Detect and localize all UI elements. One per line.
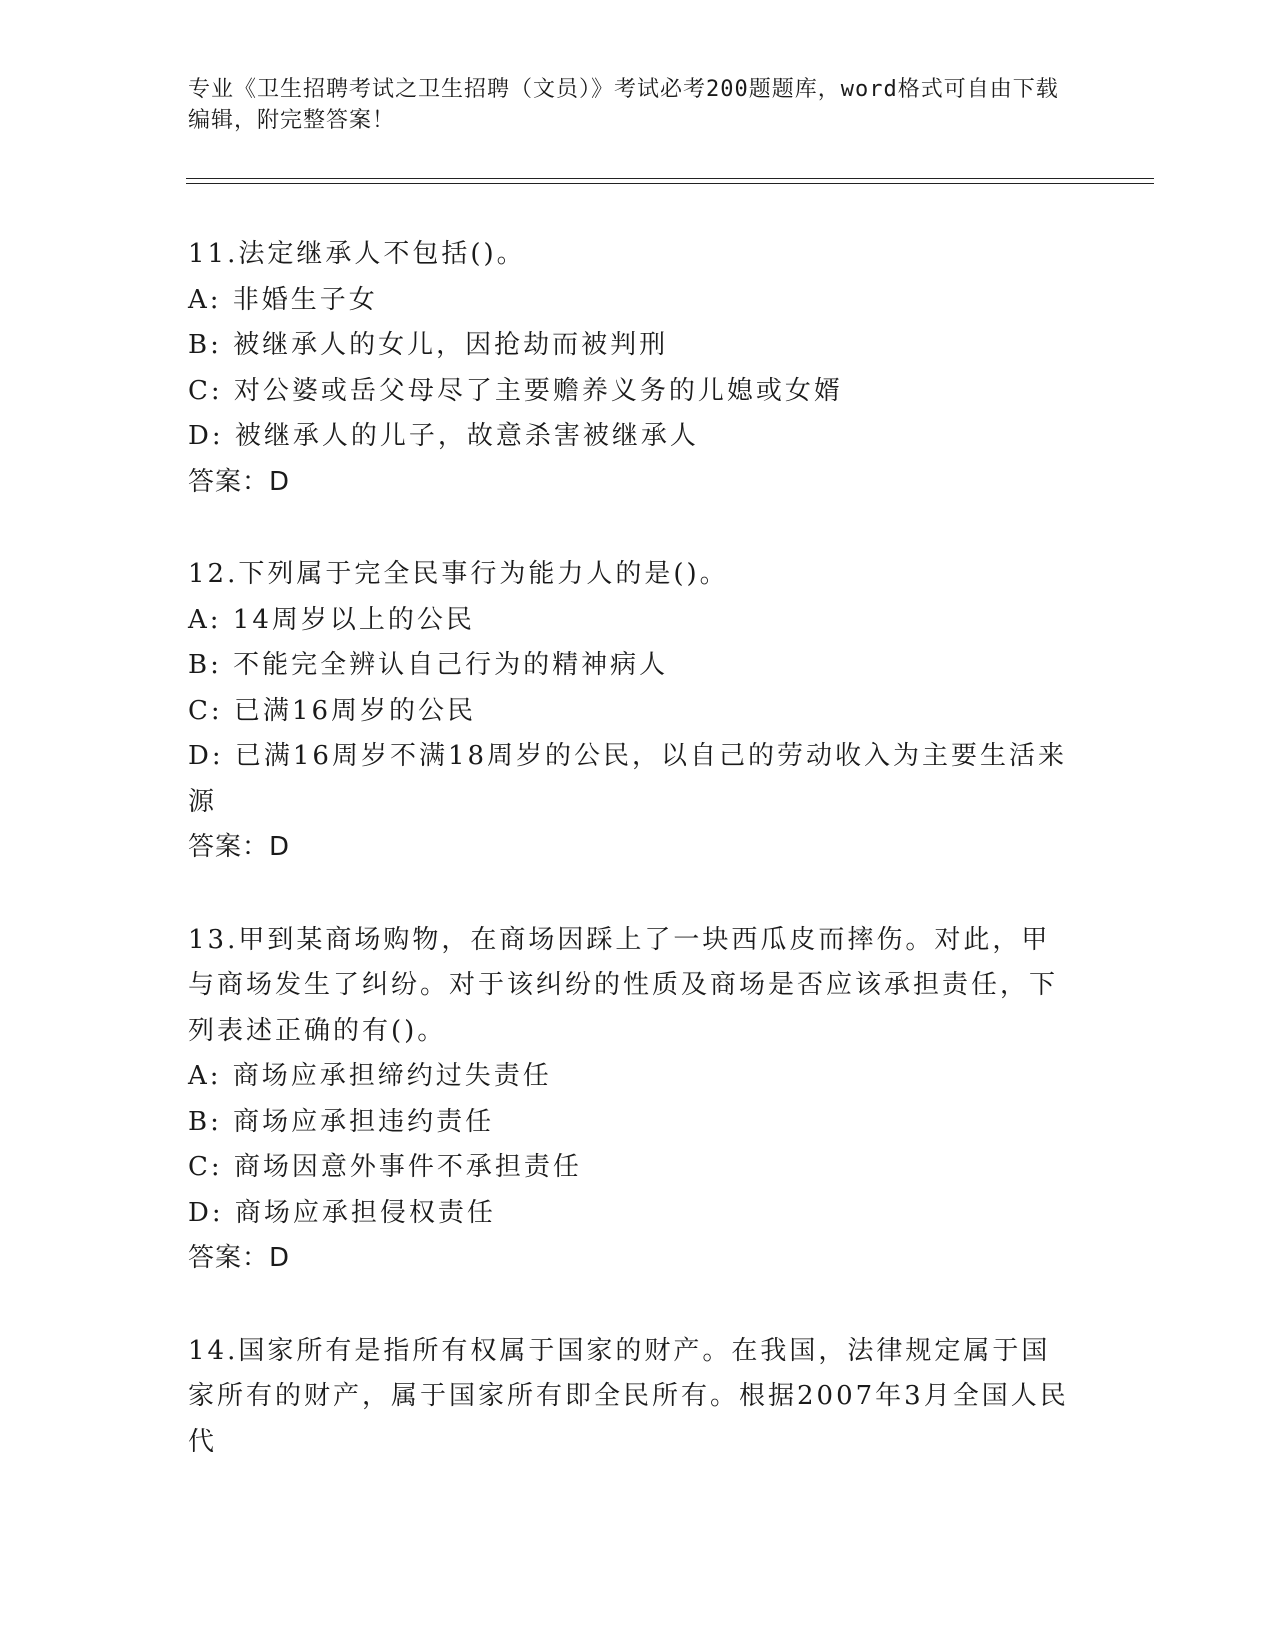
- option-a: A: 14周岁以上的公民: [188, 604, 475, 635]
- question-13: [188, 918, 1078, 1282]
- spacer: [188, 1282, 1078, 1329]
- question-14: [188, 1329, 1078, 1466]
- document-header: [188, 74, 1068, 136]
- question-stem: 11.法定继承人不包括()。: [188, 239, 526, 269]
- option-d: D: 商场应承担侵权责任: [188, 1197, 496, 1228]
- header-divider-top: [186, 178, 1154, 179]
- option-b: B: 不能完全辨认自己行为的精神病人: [188, 650, 669, 680]
- option-c: C: 已满16周岁的公民: [188, 695, 477, 726]
- option-d: D: 被继承人的儿子，故意杀害被继承人: [188, 421, 699, 451]
- option-b: B: 商场应承担违约责任: [188, 1106, 495, 1137]
- option-a: A: 商场应承担缔约过失责任: [188, 1061, 552, 1091]
- question-list: [188, 232, 1078, 1465]
- spacer: [188, 505, 1078, 552]
- answer-label: 答案：D: [188, 832, 291, 862]
- answer-label: 答案：D: [188, 1243, 291, 1273]
- question-stem: 14.国家所有是指所有权属于国家的财产。在我国，法律规定属于国家所有的财产，属于国家所有即全民所有。根据2007年3月全国人民代: [188, 1335, 1069, 1457]
- option-c: C: 商场因意外事件不承担责任: [188, 1152, 582, 1182]
- answer-label: 答案：D: [188, 466, 291, 497]
- option-a: A: 非婚生子女: [188, 284, 378, 315]
- spacer: [188, 871, 1078, 918]
- question-stem: 13.甲到某商场购物，在商场因踩上了一块西瓜皮而摔伤。对此，甲与商场发生了纠纷。对于该纠纷的性质及商场是否应该承担责任，下列表述正确的有()。: [188, 924, 1059, 1046]
- header-text: 专业《卫生招聘考试之卫生招聘（文员）》考试必考200题题库，word格式可自由下载编辑，附完整答案！: [188, 77, 1059, 133]
- question-12: [188, 552, 1078, 871]
- option-b: B: 被继承人的女儿，因抢劫而被判刑: [188, 330, 669, 360]
- question-11: [188, 232, 1078, 505]
- option-c: C: 对公婆或岳父母尽了主要赡养义务的儿媳或女婿: [188, 375, 843, 406]
- option-d: D: 已满16周岁不满18周岁的公民，以自己的劳动收入为主要生活来源: [188, 741, 1068, 817]
- question-stem: 12.下列属于完全民事行为能力人的是()。: [188, 559, 729, 589]
- header-divider-bottom: [186, 183, 1154, 184]
